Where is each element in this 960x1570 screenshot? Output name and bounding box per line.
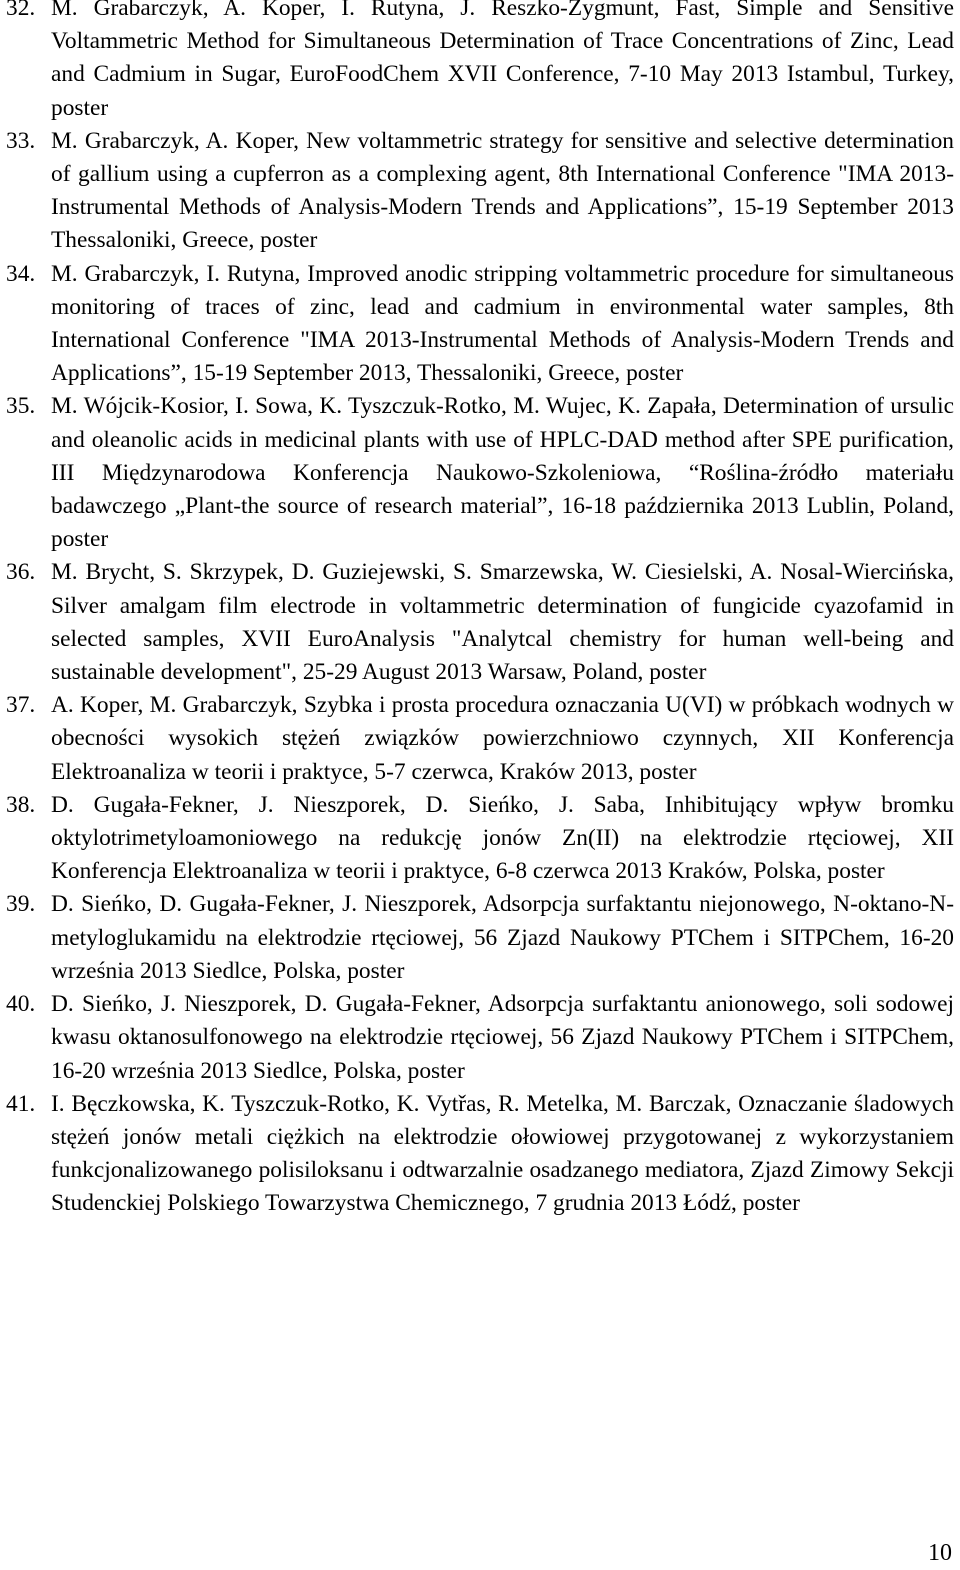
reference-number: 36. — [6, 559, 36, 586]
reference-text: M. Wójcik-Kosior, I. Sowa, K. Tyszczuk-Rotko, M. Wujec, K. Zapała, Determination of ursulic and oleanolic acids in medicinal plants with use of HPLC-DAD method after SPE purification, III Międzynarodowa Konferencja Naukowo-Szkoleniowa, “Roślina-źródło materiału badawczego „Plant-the source of research material”, 16-18 października 2013 Lublin, Poland, poster — [51, 393, 954, 553]
reference-number: 37. — [6, 692, 36, 719]
reference-item — [6, 689, 954, 789]
reference-item — [6, 988, 954, 1088]
reference-item — [6, 125, 954, 258]
reference-item — [6, 888, 954, 988]
reference-number: 32. — [6, 0, 36, 21]
reference-item — [6, 258, 954, 391]
reference-text: D. Gugała-Fekner, J. Nieszporek, D. Sieńko, J. Saba, Inhibitujący wpływ bromku oktylotrimetyloamoniowego na redukcję jonów Zn(II) na elektrodzie rtęciowej, XII Konferencja Elektroanaliza w teorii i praktyce, 6-8 czerwca 2013 Kraków, Polska, poster — [51, 791, 954, 885]
reference-number: 40. — [6, 991, 36, 1018]
reference-item — [6, 0, 954, 125]
reference-item — [6, 789, 954, 889]
reference-text: M. Grabarczyk, A. Koper, I. Rutyna, J. Reszko-Zygmunt, Fast, Simple and Sensitive Voltammetric Method for Simultaneous Determination of Trace Concentrations of Zinc, Lead and Cadmium in Sugar, EuroFoodChem XVII Conference, 7-10 May 2013 Istambul, Turkey, poster — [51, 0, 954, 121]
reference-list — [6, 0, 954, 1221]
reference-text: M. Grabarczyk, I. Rutyna, Improved anodic stripping voltammetric procedure for simultaneous monitoring of traces of zinc, lead and cadmium in environmental water samples, 8th International Conference "IMA 2013-Instrumental Methods of Analysis-Modern Trends and Applications”, 15-19 September 2013, Thessaloniki, Greece, poster — [51, 260, 954, 387]
page-number: 10 — [928, 1540, 952, 1566]
reference-item — [6, 1088, 954, 1221]
reference-text: M. Brycht, S. Skrzypek, D. Guziejewski, S. Smarzewska, W. Ciesielski, A. Nosal-Wiercińska, Silver amalgam film electrode in voltammetric determination of fungicide cyazofamid in selected samples, XVII EuroAnalysis "Analytcal chemistry for human well-being and sustainable development", 25-29 August 2013 Warsaw, Poland, poster — [51, 559, 954, 686]
reference-text: D. Sieńko, J. Nieszporek, D. Gugała-Fekner, Adsorpcja surfaktantu anionowego, soli sodowej kwasu oktanosulfonowego na elektrodzie rtęciowej, 56 Zjazd Naukowy PTChem i SITPChem, 16-20 września 2013 Siedlce, Polska, poster — [51, 991, 954, 1084]
reference-text: I. Bęczkowska, K. Tyszczuk-Rotko, K. Vytřas, R. Metelka, M. Barczak, Oznaczanie śladowych stężeń jonów metali ciężkich na elektrodzie ołowiowej przygotowanej z wykorzystaniem funkcjonalizowanego polisiloksanu i odtwarzalnie osadzanego mediatora, Zjazd Zimowy Sekcji Studenckiej Polskiego Towarzystwa Chemicznego, 7 grudnia 2013 Łódź, poster — [51, 1090, 954, 1217]
reference-number: 33. — [6, 127, 36, 154]
reference-number: 39. — [6, 891, 36, 918]
reference-item — [6, 556, 954, 689]
reference-number: 35. — [6, 393, 36, 420]
reference-number: 41. — [6, 1090, 36, 1117]
reference-item — [6, 390, 954, 556]
reference-text: A. Koper, M. Grabarczyk, Szybka i prosta procedura oznaczania U(VI) w próbkach wodnych w obecności wysokich stężeń związków powierzchniowo czynnych, XII Konferencja Elektroanaliza w teorii i praktyce, 5-7 czerwca, Kraków 2013, poster — [51, 692, 954, 785]
reference-text: D. Sieńko, D. Gugała-Fekner, J. Nieszporek, Adsorpcja surfaktantu niejonowego, N-oktano-N-metyloglukamidu na elektrodzie rtęciowej, 56 Zjazd Naukowy PTChem i SITPChem, 16-20 września 2013 Siedlce, Polska, poster — [51, 891, 954, 984]
reference-text: M. Grabarczyk, A. Koper, New voltammetric strategy for sensitive and selective determination of gallium using a cupferron as a complexing agent, 8th International Conference "IMA 2013-Instrumental Methods of Analysis-Modern Trends and Applications”, 15-19 September 2013 Thessaloniki, Greece, poster — [51, 127, 954, 254]
reference-number: 38. — [6, 791, 36, 818]
reference-number: 34. — [6, 260, 36, 287]
